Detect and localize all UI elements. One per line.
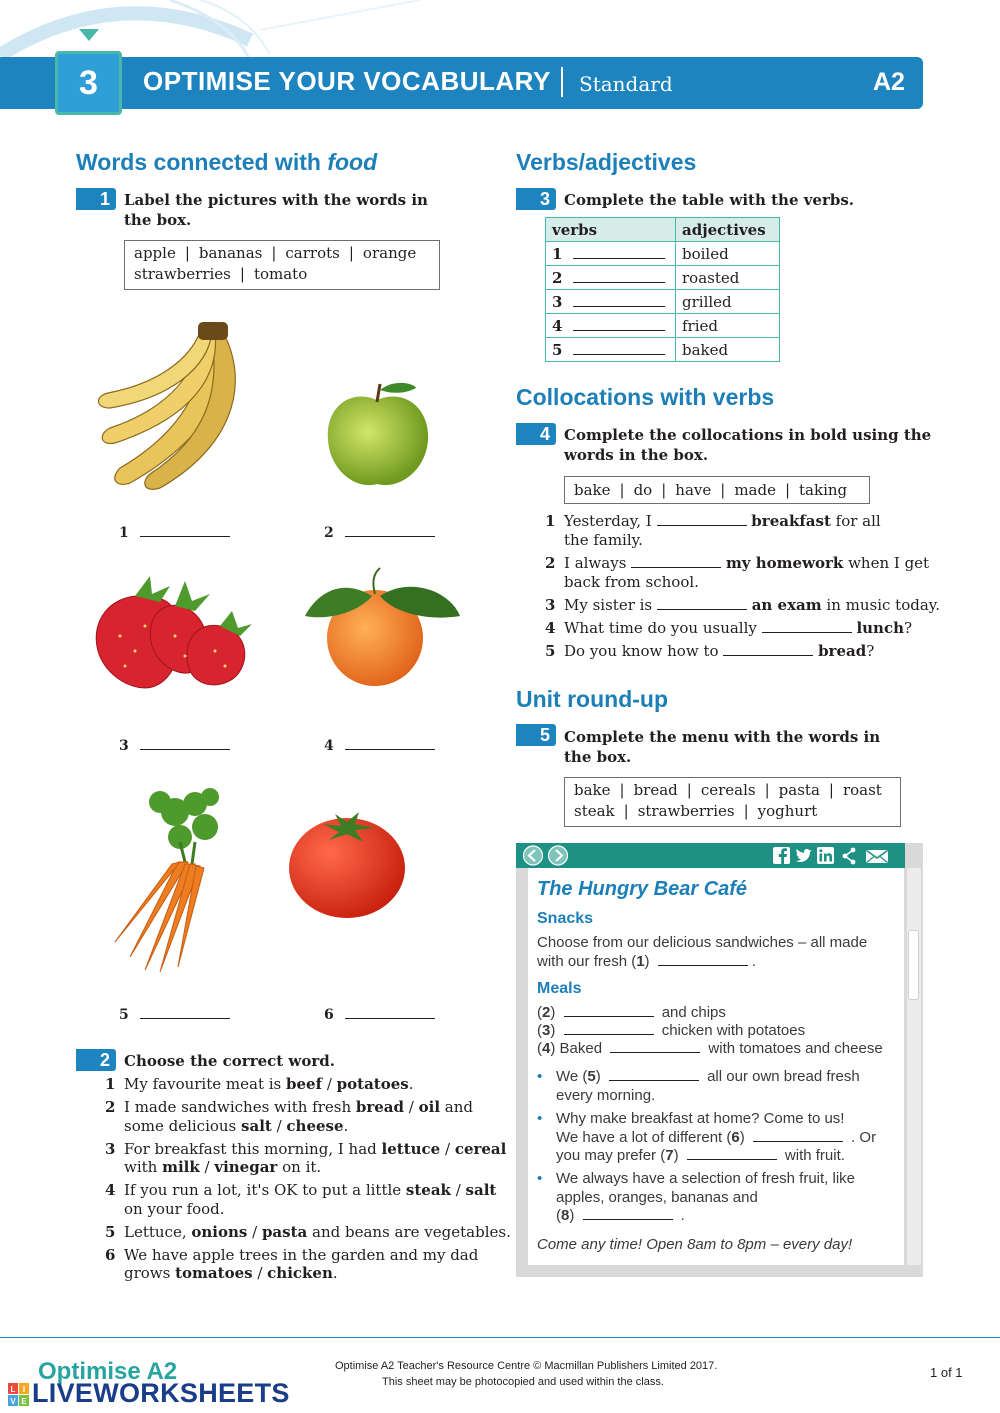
item-number: 4: [105, 1181, 116, 1199]
item-text: For breakfast this morning, I had: [124, 1139, 382, 1158]
item-text: /: [440, 1139, 455, 1158]
item-text: and: [440, 1098, 474, 1116]
item-text: My favourite meat is: [124, 1075, 287, 1093]
box-word: do: [633, 481, 653, 499]
page-number: 1 of 1: [930, 1365, 963, 1380]
answer-blank[interactable]: [687, 1159, 777, 1160]
item-text: in music today.: [821, 596, 941, 614]
item-text: I made sandwiches with fresh: [124, 1098, 356, 1116]
menu-bullet-line: (8) .: [556, 1207, 685, 1224]
item-line: [564, 554, 929, 573]
word-separator: |: [661, 481, 667, 499]
item-text: .: [343, 1116, 349, 1135]
bullet-icon: •: [537, 1170, 543, 1187]
liveworksheets-brand[interactable]: LIVEWORKSHEETS: [32, 1378, 290, 1408]
box-word: strawberries: [134, 265, 231, 283]
footer-divider: [0, 1337, 1000, 1338]
bullet-icon: •: [537, 1068, 543, 1085]
bold-word: tomatoes: [175, 1264, 253, 1282]
item-line: [124, 1075, 414, 1094]
table-header-adjectives: adjectives: [676, 218, 780, 242]
facebook-icon[interactable]: [773, 847, 790, 864]
item-text: ?: [904, 619, 913, 637]
box-word: roast: [842, 781, 882, 799]
item-text: .: [332, 1264, 338, 1282]
section-title-verbs: Verbs/adjectives: [516, 149, 697, 175]
item-text: If you run a lot, it's OK to put a little: [124, 1181, 406, 1199]
bold-word: an exam: [751, 596, 822, 614]
tomato-picture: [285, 808, 410, 920]
bold-word: my homework: [725, 554, 844, 572]
box-word: bake: [574, 781, 611, 799]
item-line: [564, 642, 874, 661]
picture-label: 4: [324, 738, 435, 754]
answer-blank[interactable]: [657, 525, 747, 526]
bold-word: bread: [355, 1098, 405, 1116]
item-line: [564, 512, 881, 531]
item-number: 5: [105, 1222, 116, 1241]
answer-blank[interactable]: [345, 1018, 435, 1019]
exercise-instruction: Label the pictures with the words in the box.: [124, 191, 428, 229]
copyright-line: Optimise A2 Teacher's Resource Centre © Macmillan Publishers Limited 2017.: [335, 1360, 718, 1372]
section-title-collocations: Collocations with verbs: [516, 384, 775, 410]
menu-scrollbar[interactable]: [907, 868, 921, 1265]
box-word: orange: [362, 244, 417, 262]
item-text: and beans are vegetables.: [307, 1222, 511, 1241]
logo-letter: I: [22, 1385, 26, 1394]
item-number: 5: [545, 642, 556, 660]
item-number: 6: [105, 1245, 116, 1264]
picture-label: 3: [119, 738, 230, 754]
item-text: /: [450, 1181, 466, 1199]
word-box: [564, 777, 901, 827]
item-number: 2: [105, 1098, 116, 1116]
bold-word: vinegar: [214, 1158, 278, 1176]
bold-word: potatoes: [336, 1075, 409, 1093]
logo-letter: V: [10, 1397, 16, 1406]
strawberries-picture: [80, 566, 260, 696]
menu-heading-meals: Meals: [537, 980, 582, 997]
header-divider: [561, 67, 563, 97]
unit-number: 3: [55, 51, 122, 115]
item-line: [124, 1140, 506, 1159]
word-box-line: [574, 479, 860, 501]
box-word: pasta: [778, 781, 820, 799]
item-line: [124, 1117, 348, 1136]
item-text: /: [322, 1075, 337, 1093]
exercise-number: 2: [76, 1049, 116, 1071]
word-box-line: [574, 801, 891, 822]
item-line: [564, 619, 912, 638]
bold-word: onions: [191, 1222, 248, 1241]
box-word: bake: [574, 481, 611, 499]
item-line: [124, 1098, 473, 1117]
section-title-roundup: Unit round-up: [516, 686, 669, 712]
table-row: 2 roasted: [546, 266, 780, 290]
exercise-number: 4: [516, 423, 556, 445]
exercise-2-items: [105, 1075, 511, 1290]
item-text: the family.: [564, 531, 643, 549]
item-text: with: [124, 1158, 163, 1176]
word-box: [564, 476, 870, 504]
item-text: I always: [564, 554, 632, 572]
forward-arrow-icon[interactable]: [549, 846, 568, 865]
level-code: A2: [873, 68, 905, 96]
logo-letter: E: [21, 1397, 27, 1406]
menu-snacks-line: with our fresh (1) .: [537, 953, 757, 970]
exercise-instruction: Complete the table with the verbs.: [564, 191, 855, 209]
picture-label: 5: [119, 1007, 230, 1023]
box-word: have: [675, 481, 712, 499]
answer-blank[interactable]: [345, 536, 435, 537]
word-separator: |: [619, 481, 625, 499]
item-line: [124, 1200, 225, 1219]
answer-blank[interactable]: [573, 282, 665, 283]
item-line: [124, 1181, 496, 1200]
answer-blank[interactable]: [583, 1219, 673, 1220]
answer-blank[interactable]: [753, 1141, 843, 1142]
bold-word: cheese: [286, 1116, 344, 1135]
item-text: .: [408, 1075, 414, 1093]
answer-blank[interactable]: [609, 1080, 699, 1081]
bold-word: salt: [241, 1116, 272, 1135]
item-text: Do you know how to: [564, 642, 724, 660]
box-word: yoghurt: [757, 802, 818, 820]
unit-marker-icon: [79, 29, 99, 41]
item-line: [124, 1264, 338, 1283]
exercise-instruction: Complete the collocations in bold using the words in the box.: [564, 426, 932, 464]
item-line: [124, 1223, 511, 1242]
answer-blank[interactable]: [140, 749, 230, 750]
exercise-instruction: Complete the menu with the words in the box.: [564, 728, 881, 766]
item-text: /: [252, 1264, 268, 1282]
table-header-verbs: verbs: [546, 218, 676, 242]
item-number: 4: [545, 619, 556, 637]
picture-label: 2: [324, 525, 435, 541]
apple-picture: [320, 378, 435, 493]
box-word: tomato: [253, 265, 308, 283]
box-word: bananas: [198, 244, 263, 262]
answer-blank[interactable]: [573, 354, 665, 355]
menu-snacks-line: Choose from our delicious sandwiches – all made: [537, 934, 868, 951]
exercise-number: 1: [76, 188, 116, 210]
bold-word: bread: [818, 642, 867, 660]
orange-picture: [300, 566, 465, 696]
linkedin-icon[interactable]: [817, 847, 834, 864]
item-text: /: [199, 1158, 215, 1176]
menu-share-icons: [772, 846, 890, 866]
bold-word: breakfast: [751, 512, 831, 530]
box-word: made: [734, 481, 776, 499]
menu-bullet-line: you may prefer (7) with fruit.: [556, 1147, 845, 1164]
item-text: What time do you usually: [564, 619, 762, 637]
share-icon[interactable]: [843, 848, 856, 865]
item-text: Yesterday, I: [564, 512, 657, 530]
answer-blank[interactable]: [573, 306, 665, 307]
word-separator: |: [720, 481, 726, 499]
liveworksheets-logo: [8, 1383, 30, 1407]
answer-blank[interactable]: [140, 536, 230, 537]
menu-scrollbar-thumb[interactable]: [908, 930, 919, 1000]
table-header-row: [546, 218, 780, 242]
bold-word: salt: [465, 1181, 497, 1199]
item-text: /: [247, 1222, 262, 1241]
level-name: Standard: [579, 72, 673, 96]
word-separator: |: [623, 802, 629, 820]
exercise-4-items: [545, 512, 941, 667]
menu-meal-line: (4) Baked with tomatoes and cheese: [537, 1040, 883, 1057]
item-line: [124, 1246, 478, 1265]
item-number: 3: [545, 596, 556, 614]
carrots-picture: [100, 782, 245, 977]
back-arrow-icon[interactable]: [524, 846, 543, 865]
bullet-icon: •: [537, 1110, 543, 1127]
bold-word: pasta: [261, 1222, 308, 1241]
menu-bullet-line: We always have a selection of fresh fruit, like: [556, 1170, 856, 1187]
word-separator: |: [743, 802, 749, 820]
item-text: when I get: [843, 554, 930, 572]
answer-blank[interactable]: [573, 330, 665, 331]
menu-bullet-line: We have a lot of different (6) . Or: [556, 1129, 877, 1146]
word-separator: |: [184, 244, 190, 262]
word-separator: |: [348, 244, 354, 262]
word-box: [124, 240, 440, 290]
bold-word: oil: [418, 1098, 441, 1116]
menu-bullet-line: every morning.: [556, 1087, 656, 1104]
bold-word: steak: [405, 1181, 451, 1199]
picture-label: 6: [324, 1007, 435, 1023]
verbs-table: [545, 217, 780, 362]
bold-word: cereal: [454, 1139, 507, 1158]
item-text: grows: [124, 1264, 176, 1282]
item-text: /: [404, 1098, 419, 1116]
box-word: steak: [574, 802, 615, 820]
answer-blank[interactable]: [723, 655, 813, 656]
menu-title: The Hungry Bear Café: [537, 878, 748, 900]
word-box-line: [134, 243, 430, 264]
section-title-food: Words connected with food: [76, 149, 378, 175]
answer-blank[interactable]: [657, 609, 747, 610]
item-text: some delicious: [124, 1116, 242, 1135]
table-row: 4 fried: [546, 314, 780, 338]
answer-blank[interactable]: [631, 567, 721, 568]
item-text: My sister is: [564, 596, 657, 614]
logo-letter: L: [10, 1385, 16, 1394]
answer-blank[interactable]: [345, 749, 435, 750]
box-word: strawberries: [637, 802, 735, 820]
item-line: [564, 531, 643, 550]
menu-bullet-line: We (5) all our own bread fresh: [556, 1068, 860, 1085]
box-word: bread: [633, 781, 678, 799]
item-number: 1: [105, 1075, 116, 1093]
item-text: We have apple trees in the garden and my dad: [124, 1245, 479, 1264]
mail-icon[interactable]: [866, 850, 888, 863]
menu-heading-snacks: Snacks: [537, 910, 594, 927]
item-text: ?: [866, 642, 875, 660]
footer-brand: Optimise A2: [38, 1358, 178, 1385]
item-number: 1: [545, 512, 556, 530]
menu-closing: Come any time! Open 8am to 8pm – every day!: [537, 1236, 853, 1253]
word-separator: |: [239, 265, 245, 283]
table-row: 3 grilled: [546, 290, 780, 314]
item-number: 2: [545, 554, 556, 572]
bold-word: lunch: [856, 619, 904, 637]
item-text: Lettuce,: [124, 1222, 192, 1241]
exercise-instruction: Choose the correct word.: [124, 1052, 335, 1070]
word-separator: |: [686, 781, 692, 799]
answer-blank[interactable]: [564, 1016, 654, 1017]
exercise-number: 5: [516, 724, 556, 746]
word-box-line: [574, 780, 891, 801]
bold-word: chicken: [267, 1264, 333, 1282]
word-separator: |: [828, 781, 834, 799]
item-text: back from school.: [564, 573, 699, 591]
item-text: on your food.: [124, 1199, 225, 1218]
item-text: /: [271, 1116, 287, 1135]
twitter-icon[interactable]: [796, 849, 812, 862]
table-row: 5 baked: [546, 338, 780, 362]
menu-bullet-line: apples, oranges, bananas and: [556, 1189, 758, 1206]
menu-meal-line: (2) and chips: [537, 1004, 726, 1021]
bold-word: milk: [162, 1158, 200, 1176]
item-text: for all: [830, 512, 881, 530]
item-line: [564, 573, 699, 592]
word-separator: |: [619, 781, 625, 799]
copyright-line: This sheet may be photocopied and used within the class.: [382, 1376, 664, 1388]
item-number: 3: [105, 1139, 116, 1158]
word-separator: |: [764, 781, 770, 799]
menu-meal-line: (3) chicken with potatoes: [537, 1022, 806, 1039]
answer-blank[interactable]: [564, 1034, 654, 1035]
menu-nav-arrows: [522, 845, 570, 866]
bold-word: lettuce: [381, 1139, 441, 1158]
menu-bullet-line: Why make breakfast at home? Come to us!: [556, 1110, 845, 1127]
bananas-picture: [90, 318, 260, 493]
table-row: 1 boiled: [546, 242, 780, 266]
page-title: OPTIMISE YOUR VOCABULARY: [143, 66, 551, 96]
item-line: [124, 1158, 321, 1177]
box-word: cereals: [700, 781, 756, 799]
answer-blank[interactable]: [658, 965, 748, 966]
exercise-number: 3: [516, 188, 556, 210]
item-text: on it.: [277, 1158, 322, 1176]
bold-word: beef: [286, 1075, 323, 1093]
picture-label: 1: [119, 525, 230, 541]
answer-blank[interactable]: [140, 1018, 230, 1019]
answer-blank[interactable]: [573, 258, 665, 259]
answer-blank[interactable]: [762, 632, 852, 633]
box-word: taking: [799, 481, 848, 499]
box-word: carrots: [285, 244, 340, 262]
word-separator: |: [271, 244, 277, 262]
item-line: [564, 596, 940, 615]
answer-blank[interactable]: [610, 1052, 700, 1053]
box-word: apple: [134, 244, 176, 262]
word-separator: |: [784, 481, 791, 499]
word-box-line: [134, 264, 430, 285]
